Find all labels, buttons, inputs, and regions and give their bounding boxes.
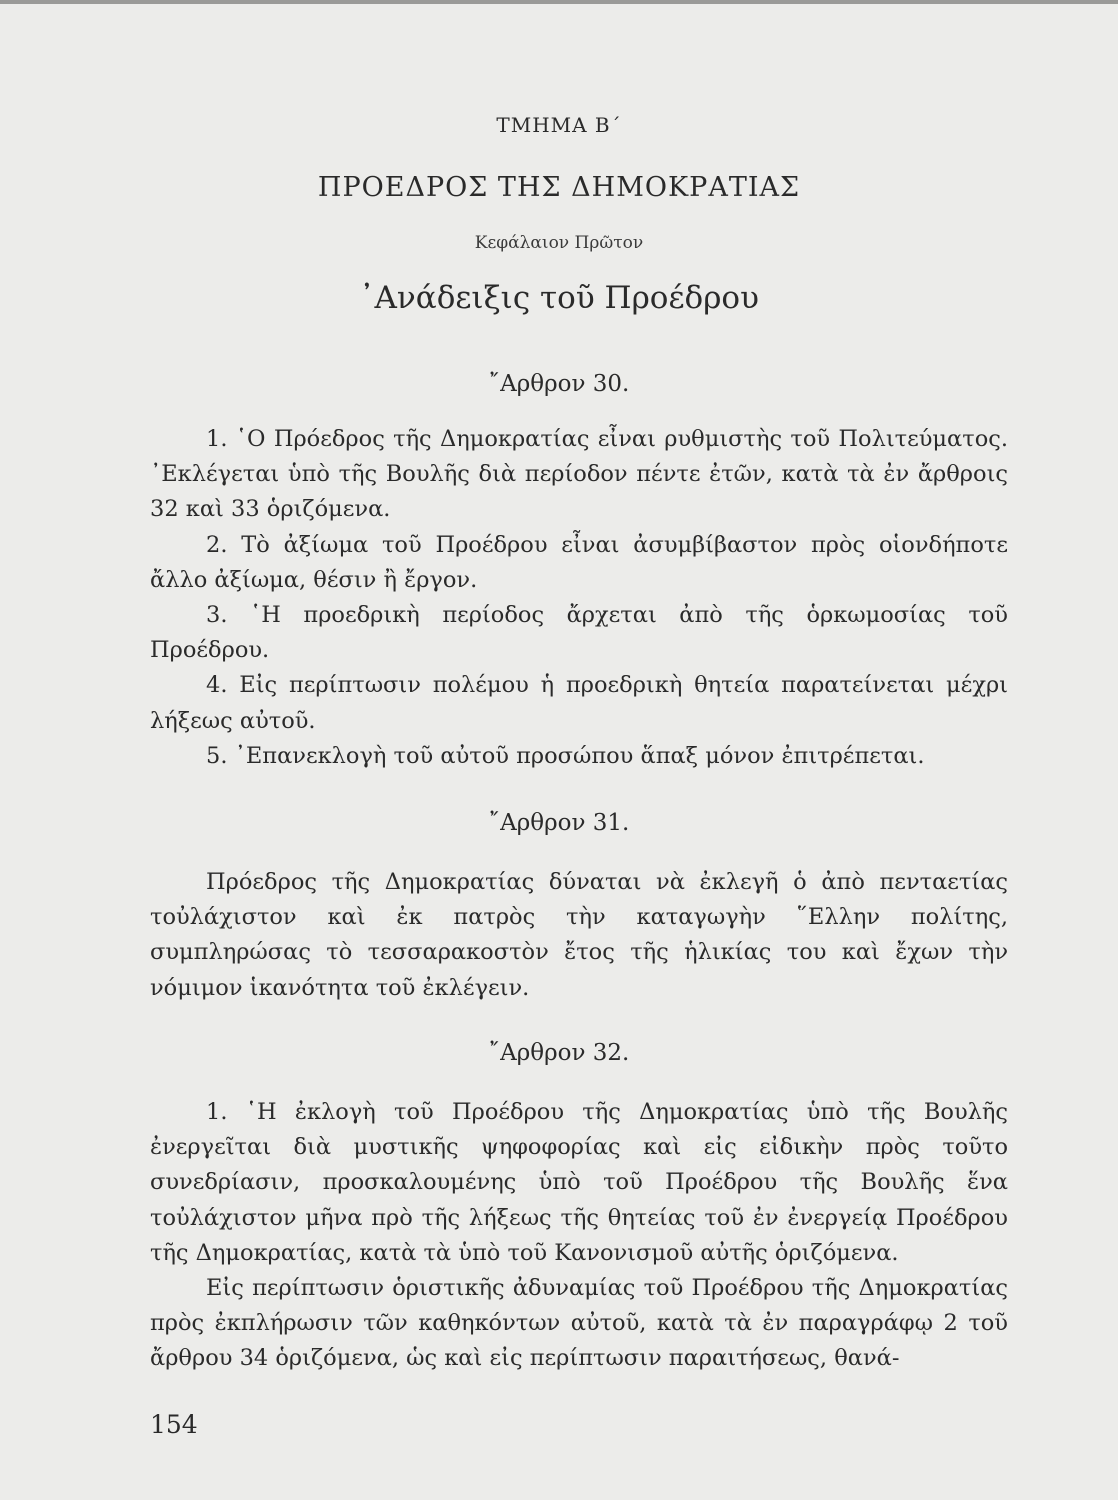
chapter-title: ᾿Ανάδειξις τοῦ Προέδρου xyxy=(359,280,759,316)
article-31-heading: ῎Αρθρον 31. xyxy=(488,810,630,836)
article-30-body xyxy=(150,422,1008,774)
article-30-paragraph-1: 1. ῾Ο Πρόεδρος τῆς Δημοκρατίας εἶναι ρυθμιστὴς τοῦ Πολιτεύματος. ᾿Εκλέγεται ὑπὸ τῆς Βουλῆς διὰ περίοδον πέντε ἐτῶν, κατὰ τὰ ἐν ἄρθροις 32 καὶ 33 ὁριζόμενα. xyxy=(150,426,1008,523)
article-31-body xyxy=(150,865,1008,1006)
article-30-paragraph-2: 2. Τὸ ἀξίωμα τοῦ Προέδρου εἶναι ἀσυμβίβαστον πρὸς οἱονδήποτε ἄλλο ἀξίωμα, θέσιν ἢ ἔργον. xyxy=(150,531,1008,593)
page-top-edge xyxy=(0,0,1118,4)
chapter-heading: Κεφάλαιον Πρῶτον xyxy=(474,233,644,253)
article-30-paragraph-5: 5. ᾿Επανεκλογὴ τοῦ αὐτοῦ προσώπου ἅπαξ μόνον ἐπιτρέπεται. xyxy=(206,742,925,769)
article-31-paragraph-1: Πρόεδρος τῆς Δημοκρατίας δύναται νὰ ἐκλεγῆ ὁ ἀπὸ πενταετίας τοὐλάχιστον καὶ ἐκ πατρὸς τὴν καταγωγὴν ῞Ελλην πολίτης, συμπληρώσας τὸ τεσσαρακοστὸν ἔτος τῆς ἡλικίας του καὶ ἔχων τὴν νόμιμον ἱκανότητα τοῦ ἐκλέγειν. xyxy=(150,869,1008,1001)
article-30-heading: ῎Αρθρον 30. xyxy=(488,371,630,397)
article-32-body xyxy=(150,1095,1008,1377)
article-32-paragraph-1: 1. ῾Η ἐκλογὴ τοῦ Προέδρου τῆς Δημοκρατίας ὑπὸ τῆς Βουλῆς ἐνεργεῖται διὰ μυστικῆς ψηφοφορίας καὶ εἰς εἰδικὴν πρὸς τοῦτο συνεδρίασιν, προσκαλουμένης ὑπὸ τοῦ Προέδρου τῆς Βουλῆς ἕνα τοὐλάχιστον μῆνα πρὸ τῆς λήξεως τῆς θητείας τοῦ ἐν ἐνεργείᾳ Προέδρου τῆς Δημοκρατίας, κατὰ τὰ ὑπὸ τοῦ Κανονισμοῦ αὐτῆς ὁριζόμενα. xyxy=(150,1099,1008,1266)
article-32-heading: ῎Αρθρον 32. xyxy=(488,1040,630,1066)
part-title: ΠΡΟΕΔΡΟΣ ΤΗΣ ΔΗΜΟΚΡΑΤΙΑΣ xyxy=(317,172,801,203)
article-32-paragraph-2: Εἰς περίπτωσιν ὁριστικῆς ἀδυναμίας τοῦ Προέδρου τῆς Δημοκρατίας πρὸς ἐκπλήρωσιν τῶν καθηκόντων αὐτοῦ, κατὰ τὰ ἐν παραγράφῳ 2 τοῦ ἄρθρου 34 ὁριζόμενα, ὡς καὶ εἰς περίπτωσιν παραιτήσεως, θανά- xyxy=(150,1275,1008,1372)
section-heading: ΤΜΗΜΑ Β΄ xyxy=(496,113,622,137)
article-30-paragraph-4: 4. Εἰς περίπτωσιν πολέμου ἡ προεδρικὴ θητεία παρατείνεται μέχρι λήξεως αὐτοῦ. xyxy=(150,672,1008,734)
article-30-paragraph-3: 3. ῾Η προεδρικὴ περίοδος ἄρχεται ἀπὸ τῆς ὁρκωμοσίας τοῦ Προέδρου. xyxy=(150,602,1008,664)
page-number: 154 xyxy=(150,1410,198,1439)
